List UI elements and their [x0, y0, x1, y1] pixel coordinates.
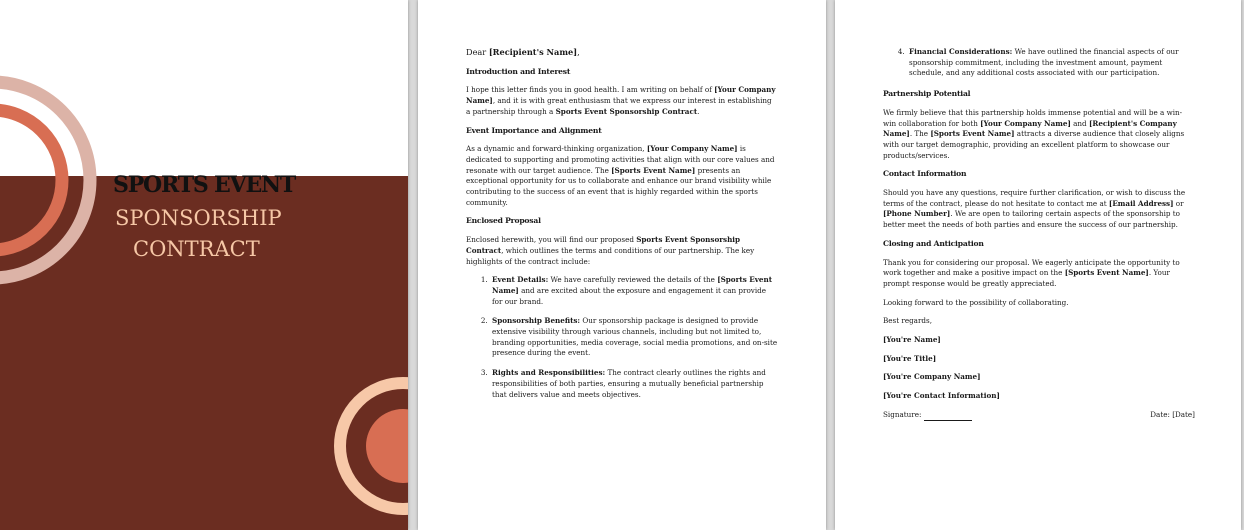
paragraph-contact: Should you have any questions, require further clarification, or wish to discuss the terms of the contract, please do not hesitate to contact me at [Email Address] or [Phone Number]. We are open to tailoring certain aspects of the sponsorship to better meet the needs of both parties and ensure the success of our partnership. [883, 188, 1186, 230]
sender-name: [You're Name] [883, 335, 941, 345]
sender-contact: [You're Contact Information] [883, 391, 1000, 401]
heading-closing: Closing and Anticipation [883, 238, 984, 248]
cover-decoration [0, 0, 408, 530]
paragraph-potential: We firmly believe that this partnership holds immense potential and will be a win-win collaboration for both [Your Company Name] and [Recipient's Company Name]. The [Sports Event Name] attracts a diverse audience that closely aligns with our target demographic, providing an excellent platform to showcase our products/services. [883, 107, 1185, 160]
highlights-list [466, 275, 778, 400]
list-item: 1. Event Details: We have carefully reviewed the details of the [Sports Event Name] and are excited about the exposure and engagement it can provide for our brand. [490, 275, 778, 307]
bottom-disc-decoration [366, 409, 408, 483]
regards-text: Best regards, [883, 316, 932, 326]
cover-title-line-2: SPONSORSHIP [115, 206, 282, 230]
heading-contact: Contact Information [883, 169, 967, 179]
sender-company: [You're Company Name] [883, 372, 981, 382]
list-item: 3. Rights and Responsibilities: The contract clearly outlines the rights and responsibilities of both parties, ensuring a mutually beneficial partnership that delivers value and meets objectives. [490, 368, 778, 400]
date-field: Date: [Date] [1150, 409, 1195, 419]
cover-title-line-3: CONTRACT [133, 237, 260, 261]
paragraph-introduction: I hope this letter finds you in good health. I am writing on behalf of [Your Company Name], and it is with great enthusiasm that we express our interest in establishing a partnership through a Sports Event Sponsorship Contract. [466, 85, 776, 116]
letter-page-2 [835, 0, 1241, 530]
heading-importance: Event Importance and Alignment [466, 125, 602, 135]
signature-line [924, 413, 972, 421]
signature-field: Signature: [883, 410, 972, 421]
sign-off [883, 298, 1195, 402]
sender-title: [You're Title] [883, 353, 937, 363]
inner-ring-decoration [0, 110, 62, 250]
cover-page [0, 0, 408, 530]
looking-forward-text: Looking forward to the possibility of collaborating. [883, 297, 1069, 307]
letter-page-1 [418, 0, 826, 530]
heading-proposal: Enclosed Proposal [466, 216, 541, 226]
highlights-list-continued [883, 47, 1195, 79]
salutation: Dear [Recipient's Name], [466, 47, 580, 57]
letter-body-1 [466, 47, 778, 410]
paragraph-closing: Thank you for considering our proposal. We eagerly anticipate the opportunity to work together and make a positive impact on the [Sports Event Name]. Your prompt response would be greatly appreciated. [883, 257, 1180, 288]
cover-title-line-1: SPORTS EVENT [113, 172, 296, 198]
paragraph-importance: As a dynamic and forward-thinking organization, [Your Company Name] is dedicated to supporting and promoting activities that align with our core values and resonate with our target audience. The [Sports Event Name] presents an exceptional opportunity for us to collaborate and enhance our brand visibility while contributing to the success of an event that is highly regarded within the sports community. [466, 144, 775, 207]
list-item: 2. Sponsorship Benefits: Our sponsorship package is designed to provide extensive visibility through various channels, including but not limited to, branding opportunities, media coverage, social media promotions, and on-site presence during the event. [490, 316, 778, 359]
letter-body-2 [883, 47, 1195, 421]
heading-introduction: Introduction and Interest [466, 66, 571, 76]
signature-row [883, 410, 1195, 421]
heading-potential: Partnership Potential [883, 89, 971, 99]
paragraph-proposal: Enclosed herewith, you will find our proposed Sports Event Sponsorship Contract, which outlines the terms and conditions of our partnership. The key highlights of the contract include: [466, 235, 755, 266]
list-item: 4. Financial Considerations: We have outlined the financial aspects of our sponsorship commitment, including the investment amount, payment schedule, and any additional costs associated with our participation. [907, 47, 1195, 79]
